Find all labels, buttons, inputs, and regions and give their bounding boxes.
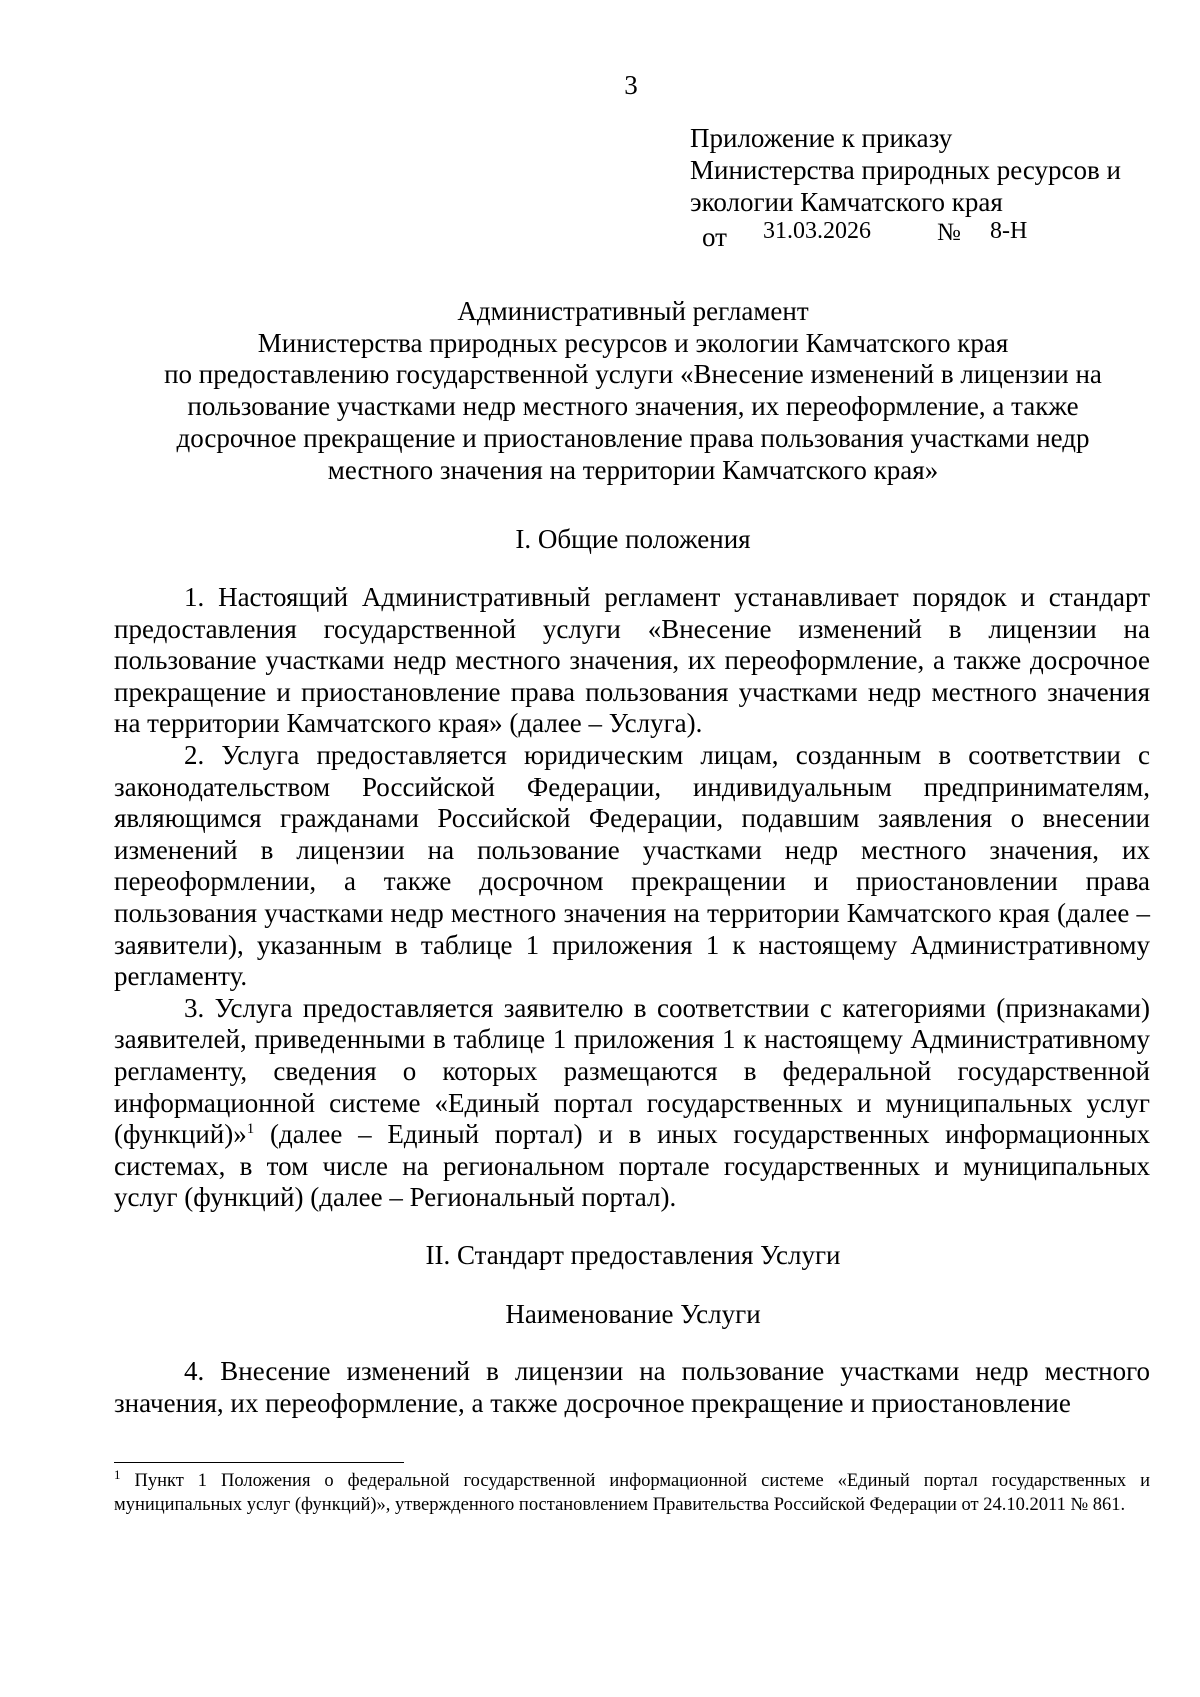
title-line-2: Министерства природных ресурсов и экологии Камчатского края	[257, 327, 1009, 358]
title-line-6: местного значения на территории Камчатского края»	[327, 454, 939, 485]
section-2-body	[114, 1356, 1150, 1419]
paragraph-4: 4. Внесение изменений в лицензии на пользование участками недр местного значения, их переоформление, а также досрочное прекращение и приостановление	[114, 1356, 1150, 1418]
approval-line-1: Приложение к приказу	[690, 123, 953, 153]
order-number: 8-Н	[990, 218, 1028, 244]
section-1-body	[114, 582, 1150, 1214]
number-sign: №	[937, 219, 961, 246]
page-number: 3	[624, 70, 638, 100]
footnote-marker: 1	[114, 1466, 121, 1482]
paragraph-3-text-a: 3. Услуга предоставляется заявителю в соответствии с категориями (признаками) заявителей, приведенными в таблице 1 приложения 1 к настоящему Административному регламенту, сведения о которых размещаются в федеральной государственной информационной системе «Единый портал государственных и муниципальных услуг (функций)»	[114, 992, 1150, 1150]
approval-date-line	[690, 218, 1121, 252]
title-line-5: досрочное прекращение и приостановление права пользования участками недр	[176, 422, 1090, 453]
footnote-separator	[114, 1462, 404, 1463]
footnote-ref: 1	[246, 1121, 255, 1138]
title-line-4: пользование участками недр местного значения, их переоформление, а также	[187, 391, 1079, 422]
title-line-3: по предоставлению государственной услуги «Внесение изменений в лицензии на	[164, 359, 1102, 390]
title-line-1: Административный регламент	[457, 296, 809, 326]
paragraph-1: 1. Настоящий Административный регламент устанавливает порядок и стандарт предоставления государственной услуги «Внесение изменений в лицензии на пользование участками недр местного значения, их переоформление, а также досрочное прекращение и приостановление права пользования участками недр местного значения на территории Камчатского края» (далее – Услуга).	[114, 582, 1150, 739]
approval-stamp	[690, 122, 1121, 252]
date-prefix: от	[702, 222, 727, 252]
paragraph-3	[114, 993, 1150, 1214]
approval-line-2: Министерства природных ресурсов и	[690, 155, 1121, 185]
subsection-heading: Наименование Услуги	[505, 1299, 761, 1329]
section-1-heading: I. Общие положения	[515, 524, 751, 554]
paragraph-2: 2. Услуга предоставляется юридическим лицам, созданным в соответствии с законодательством Российской Федерации, индивидуальным предпринимателям, являющимся гражданами Российской Федерации, подавшим заявления о внесении изменений в лицензии на пользование участками недр местного значения, их переоформлении, а также досрочном прекращении и приостановлении права пользования участками недр местного значения на территории Камчатского края (далее – заявители), указанным в таблице 1 приложения 1 к настоящему Административному регламенту.	[114, 739, 1150, 992]
document-title	[118, 296, 1148, 486]
footnote-text: Пункт 1 Положения о федеральной государственной информационной системе «Единый портал государственных и муниципальных услуг (функций)», утвержденного постановлением Правительства Российской Федерации от 24.10.2011 № 861.	[114, 1471, 1150, 1515]
section-2-heading: II. Стандарт предоставления Услуги	[425, 1240, 841, 1270]
footnote	[114, 1466, 1150, 1517]
approval-line-3: экологии Камчатского края	[690, 187, 1003, 217]
paragraph-3-text-b: (далее – Единый портал) и в иных государственных информационных системах, в том числе на региональном портале государственных и муниципальных услуг (функций) (далее – Региональный портал).	[114, 1119, 1150, 1213]
order-date: 31.03.2026	[763, 218, 871, 244]
